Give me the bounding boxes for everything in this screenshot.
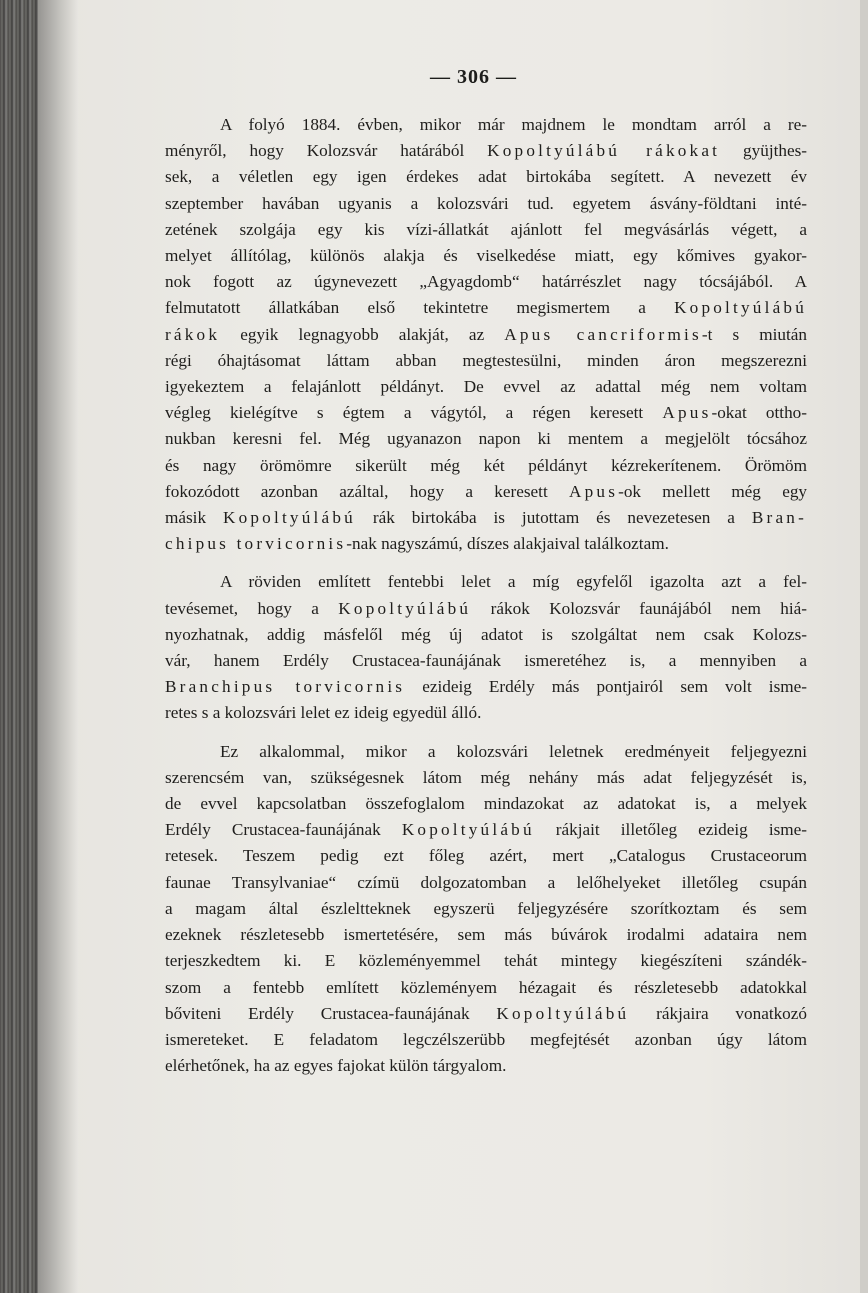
text-run: igyekeztem a felajánlott példányt. De evvel az adattal még nem voltam [165, 377, 807, 397]
spaced-taxon-name: Apus [662, 403, 712, 423]
text-line [165, 348, 807, 374]
text-line [165, 295, 807, 321]
text-line [165, 817, 807, 843]
text-run: nok fogott az úgynevezett „Agyagdomb“ határrészlet nagy tócsájából. A [165, 272, 807, 292]
text-line [165, 426, 807, 452]
spaced-taxon-name: Kopoltyúlábú [222, 508, 356, 528]
text-line [165, 896, 807, 922]
text-run: Ez alkalommal, mikor a kolozsvári leletnek eredményeit feljegyezni [220, 741, 807, 761]
text-run: ezeknek részletesebb ismertetésére, sem más búvárok irodalmi adataira nem [165, 925, 807, 945]
text-line [165, 138, 807, 164]
page-number: — 306 — [430, 66, 517, 88]
paragraph [165, 569, 807, 726]
text-run: faunae Transylvaniae“ czímü dolgozatomban a lelőhelyeket illetőleg csupán [165, 872, 807, 892]
text-run: rákjaira vonatkozó [629, 1003, 808, 1023]
spaced-taxon-name: Kopoltyúlábú [496, 1003, 630, 1023]
body-text [165, 112, 807, 1091]
text-run: Erdély Crustacea-faunájának [165, 820, 402, 840]
text-line [165, 739, 807, 765]
text-run: retes s a kolozsvári lelet ez ideig egyedül álló. [165, 703, 482, 723]
spaced-taxon-name: Branchipus torvicornis [165, 677, 406, 697]
text-line [165, 191, 807, 217]
text-run: -okat ottho- [711, 403, 807, 423]
text-line [165, 243, 807, 269]
text-run: egyik legnagyobb alakját, az [220, 324, 505, 344]
text-run: nyozhatnak, addig másfelől még új adatot is szolgáltat nem csak Kolozs- [165, 624, 807, 644]
text-run: elérhetőnek, ha az egyes fajokat külön tárgyalom. [165, 1056, 507, 1076]
spaced-taxon-name: Kopoltyúlábú rákokat [487, 141, 721, 161]
text-line [165, 569, 807, 595]
text-run: gyüjthes- [720, 141, 807, 161]
text-run: rák birtokába is jutottam és nevezetesen a [355, 508, 752, 528]
text-run: A röviden említett fentebbi lelet a míg egyfelől igazolta azt a fel- [220, 572, 807, 592]
spaced-taxon-name: Kopoltyúlábú [674, 298, 807, 318]
text-run: ezideig Erdély más pontjairól sem volt isme- [405, 677, 807, 697]
text-line [165, 374, 807, 400]
spaced-taxon-name: Apus [569, 481, 619, 501]
text-run: -t s miután [701, 324, 807, 344]
text-line [165, 531, 807, 557]
text-line [165, 112, 807, 138]
text-line [165, 648, 807, 674]
text-line [165, 622, 807, 648]
text-line [165, 922, 807, 948]
paragraph [165, 739, 807, 1080]
paragraph [165, 112, 807, 557]
spaced-taxon-name: chipus torvicornis [165, 534, 347, 554]
text-run: ményről, hogy Kolozsvár határából [165, 141, 488, 161]
spaced-taxon-name: Kopoltyúlábú [401, 820, 535, 840]
text-run: ismereteket. E feladatom legczélszerübb megfejtését azonban úgy látom [165, 1029, 807, 1049]
gutter-shadow [38, 0, 78, 1293]
text-line [165, 269, 807, 295]
text-line [165, 975, 807, 1001]
text-run: zetének szolgája egy kis vízi-állatkát ajánlott fel megvásárlás végett, a [165, 219, 807, 239]
text-run: végleg kielégítve s égtem a vágytól, a régen keresett [165, 403, 663, 423]
text-line [165, 700, 807, 726]
text-run: szom a fentebb említett közleményem hézagait és részletesebb adatokkal [165, 977, 807, 997]
text-run: tevésemet, hogy a [165, 598, 339, 618]
text-line [165, 505, 807, 531]
text-line [165, 1053, 807, 1079]
text-run: és nagy örömömre sikerült még két példányt kézrekerítenem. Örömöm [165, 455, 807, 475]
text-line [165, 791, 807, 817]
text-run: A folyó 1884. évben, mikor már majdnem le mondtam arról a re- [220, 115, 807, 134]
text-run: a magam által észleltteknek egyszerü feljegyzésére szorítkoztam és sem [165, 898, 807, 918]
text-run: rákjait illetőleg ezideig isme- [534, 820, 808, 840]
text-run: fokozódott azonban azáltal, hogy a keresett [165, 481, 570, 501]
text-run: felmutatott állatkában első tekintetre megismertem a [165, 298, 675, 318]
page-edge [860, 0, 868, 1293]
text-line [165, 164, 807, 190]
text-line [165, 453, 807, 479]
text-line [165, 870, 807, 896]
text-line [165, 217, 807, 243]
text-run: -ok mellett még egy [618, 481, 808, 501]
text-run: de evvel kapcsolatban összefoglalom mindazokat az adatokat is, a melyek [165, 794, 807, 814]
text-run: másik [165, 508, 223, 528]
text-line [165, 948, 807, 974]
text-run: sek, a véletlen egy igen érdekes adat birtokába segített. A nevezett év [165, 167, 807, 187]
text-line [165, 1027, 807, 1053]
text-run: szerencsém van, szükségesnek látom még nehány más adat feljegyzését is, [165, 767, 807, 787]
text-line [165, 843, 807, 869]
text-run: melyet állítólag, különös alakja és viselkedése miatt, egy kőmives gyakor- [165, 246, 807, 266]
text-run: bőviteni Erdély Crustacea-faunájának [165, 1003, 497, 1023]
text-line [165, 479, 807, 505]
text-run: vár, hanem Erdély Crustacea-faunájának ismeretéhez is, a mennyiben a [165, 651, 807, 671]
spaced-taxon-name: Apus cancriformis [504, 324, 702, 344]
spaced-taxon-name: Kopoltyúlábú [338, 598, 472, 618]
spaced-taxon-name: Bran- [751, 508, 807, 528]
text-line [165, 674, 807, 700]
text-run: nukban keresni fel. Még ugyanazon napon ki mentem a megjelölt tócsához [165, 429, 807, 449]
text-run: rákok Kolozsvár faunájából nem hiá- [471, 598, 807, 618]
text-run: szeptember havában ugyanis a kolozsvári tud. egyetem ásvány-földtani inté- [165, 193, 807, 213]
text-run: terjeszkedtem ki. E közleményemmel tehát mintegy kiegészíteni szándék- [165, 951, 807, 971]
text-line [165, 596, 807, 622]
text-line [165, 1001, 807, 1027]
book-spine-edge [0, 0, 38, 1293]
text-line [165, 765, 807, 791]
spaced-taxon-name: rákok [165, 324, 221, 344]
text-run: retesek. Teszem pedig ezt főleg azért, mert „Catalogus Crustaceorum [165, 846, 807, 866]
text-line [165, 400, 807, 426]
text-run: -nak nagyszámú, díszes alakjaival találkoztam. [346, 534, 669, 554]
text-line [165, 322, 807, 348]
text-run: régi óhajtásomat láttam abban megtestesülni, minden áron megszerezni [165, 350, 807, 370]
